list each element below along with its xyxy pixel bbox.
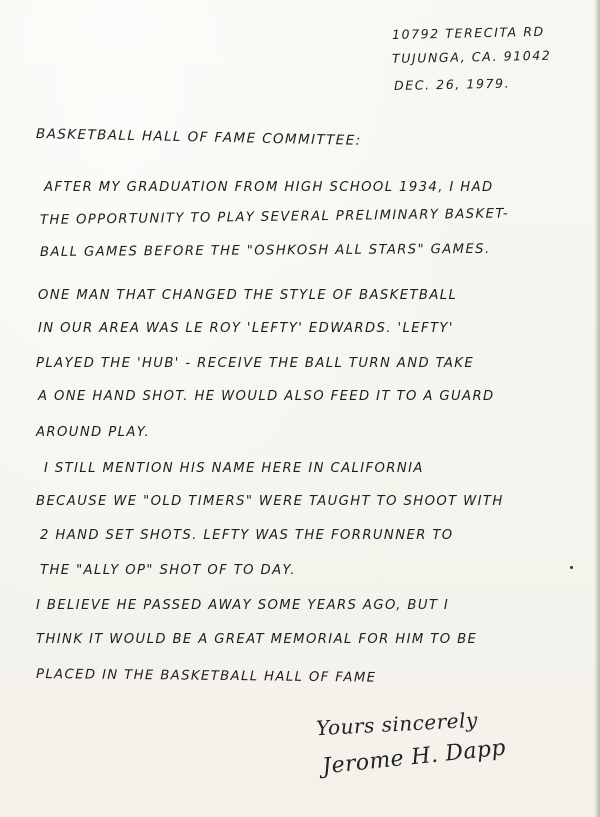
body-line: 2 HAND SET SHOTS. LEFTY WAS THE FORRUNNER TO	[40, 528, 454, 543]
body-line: THINK IT WOULD BE A GREAT MEMORIAL FOR HIM TO BE	[36, 632, 478, 647]
signature: Jerome H. Dapp	[321, 735, 507, 780]
body-line: PLACED IN THE BASKETBALL HALL OF FAME	[35, 667, 377, 686]
body-line: THE "ALLY OP" SHOT OF TO DAY.	[40, 563, 296, 578]
address-street: 10792 TERECITA RD	[391, 23, 545, 42]
address-city: TUJUNGA, CA. 91042	[391, 47, 552, 66]
body-line: IN OUR AREA WAS LE ROY 'LEFTY' EDWARDS. 'LEFTY'	[38, 321, 454, 336]
body-line: AROUND PLAY.	[36, 425, 151, 440]
body-line: ONE MAN THAT CHANGED THE STYLE OF BASKETBALL	[38, 288, 458, 303]
page-edge-shadow	[594, 0, 600, 817]
body-line: I BELIEVE HE PASSED AWAY SOME YEARS AGO, BUT I	[36, 598, 450, 613]
body-line: THE OPPORTUNITY TO PLAY SEVERAL PRELIMINARY BASKET-	[39, 206, 510, 228]
body-line: BALL GAMES BEFORE THE "OSHKOSH ALL STARS" GAMES.	[39, 241, 491, 260]
body-line: PLAYED THE 'HUB' - RECEIVE THE BALL TURN AND TAKE	[36, 356, 475, 371]
body-line: A ONE HAND SHOT. HE WOULD ALSO FEED IT TO A GUARD	[38, 389, 495, 404]
body-line: I STILL MENTION HIS NAME HERE IN CALIFORNIA	[44, 461, 424, 476]
body-line: BECAUSE WE "OLD TIMERS" WERE TAUGHT TO SHOOT WITH	[36, 494, 504, 509]
salutation: BASKETBALL HALL OF FAME COMMITTEE:	[35, 126, 362, 149]
body-line: AFTER MY GRADUATION FROM HIGH SCHOOL 1934, I HAD	[44, 180, 494, 195]
pen-mark	[570, 566, 573, 569]
letter-date: DEC. 26, 1979.	[393, 75, 511, 93]
closing: Yours sincerely	[315, 707, 479, 741]
